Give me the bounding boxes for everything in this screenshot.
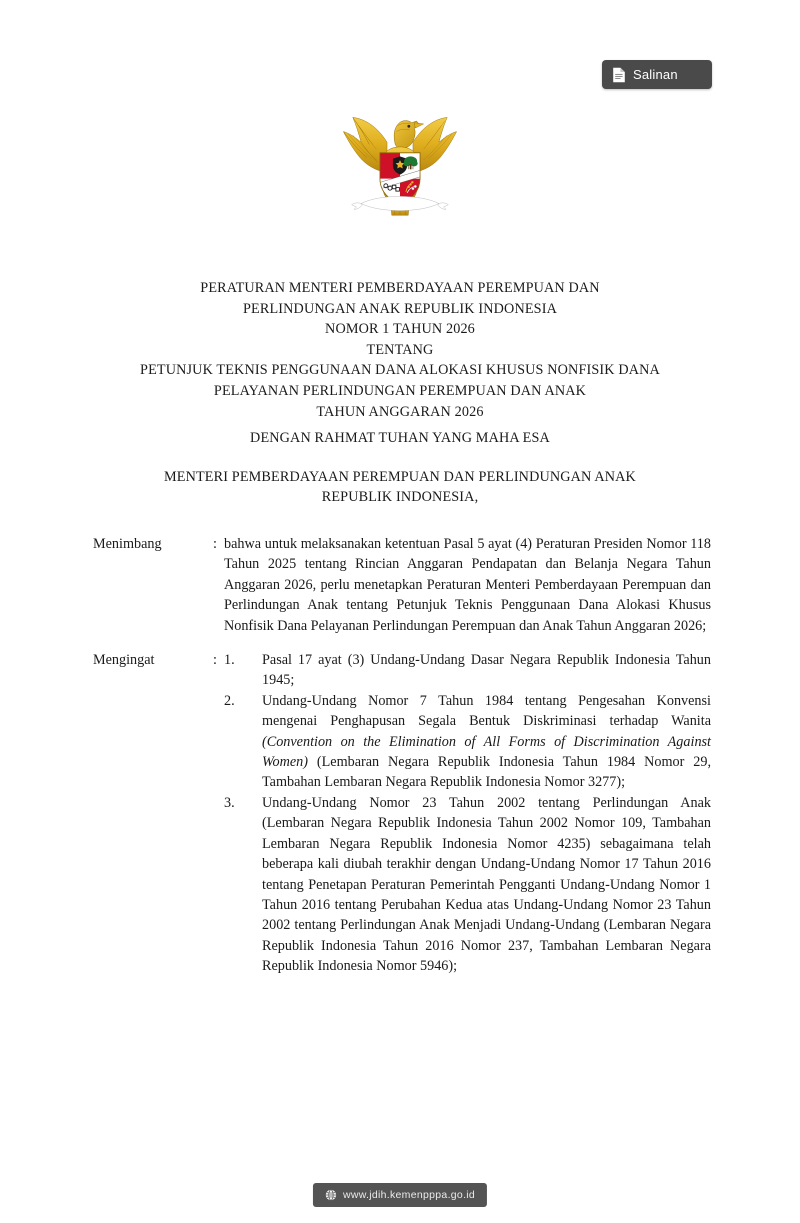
title-line-tentang: TENTANG <box>366 341 434 358</box>
title-line-6: PELAYANAN PERLINDUNGAN PEREMPUAN DAN ANAK <box>213 382 587 399</box>
list-item <box>224 691 711 793</box>
blessing-line: DENGAN RAHMAT TUHAN YANG MAHA ESA <box>250 430 550 446</box>
document-title-block <box>60 278 740 422</box>
list-item-marker: 2. <box>224 692 235 709</box>
clause-mengingat-colon: : <box>213 652 217 669</box>
title-line-5: PETUNJUK TEKNIS PENGGUNAAN DANA ALOKASI KHUSUS NONFISIK DANA <box>140 362 660 379</box>
clause-menimbang-label: Menimbang <box>93 536 162 552</box>
preamble-block <box>60 428 740 508</box>
garuda-emblem-graphic <box>341 108 459 220</box>
clause-menimbang-body <box>224 534 711 636</box>
title-line-1: PERATURAN MENTERI PEMBERDAYAAN PEREMPUAN DAN <box>200 280 600 296</box>
footer-url: www.jdih.kemenpppa.go.id <box>342 1188 476 1201</box>
clause-mengingat-label: Mengingat <box>93 652 155 669</box>
clause-menimbang <box>93 534 711 636</box>
mengingat-list <box>224 650 711 977</box>
globe-icon <box>325 1189 337 1201</box>
clause-mengingat <box>93 650 711 977</box>
list-item-text <box>262 691 711 793</box>
title-line-nomor: NOMOR 1 TAHUN 2026 <box>325 321 475 338</box>
salinan-badge-label: Salinan <box>633 67 678 82</box>
clauses-section <box>93 534 711 991</box>
list-item-text-italic: (Convention on the Elimination of All Forms of Discrimination Against Women) <box>262 733 711 771</box>
list-item-marker: 3. <box>224 794 235 811</box>
footer-watermark <box>313 1183 487 1207</box>
clause-mengingat-body <box>224 650 711 977</box>
authority-line-2: REPUBLIK INDONESIA, <box>321 489 479 506</box>
garuda-pancasila-emblem <box>0 108 800 220</box>
title-line-tahun-anggaran: TAHUN ANGGARAN 2026 <box>316 403 484 420</box>
list-item-text-after: (Lembaran Negara Republik Indonesia Tahun 1984 Nomor 29, Tambahan Lembaran Negara Republik Indonesia Nomor 3277); <box>262 754 711 791</box>
list-item <box>224 650 711 691</box>
list-item-text: Undang-Undang Nomor 23 Tahun 2002 tentang Perlindungan Anak (Lembaran Negara Republik Indonesia Tahun 2002 Nomor 109, Tambahan Lembaran Negara Republik Indonesia Nomor 4235) sebagaimana telah beberapa kali diubah terakhir dengan Undang-Undang Nomor 17 Tahun 2016 tentang Penetapan Peraturan Pemerintah Pengganti Undang-Undang Nomor 1 Tahun 2016 tentang Perubahan Kedua atas Undang-Undang Nomor 23 Tahun 2002 tentang Perlindungan Anak Menjadi Undang-Undang (Lembaran Negara Republik Indonesia Tahun 2016 Nomor 237, Tambahan Lembaran Negara Republik Indonesia Nomor 5946); <box>262 794 711 975</box>
clause-menimbang-colon: : <box>213 536 217 552</box>
list-item-marker: 1. <box>224 652 235 669</box>
preamble-spacer <box>60 449 740 467</box>
authority-line-1: MENTERI PEMBERDAYAAN PEREMPUAN DAN PERLINDUNGAN ANAK <box>164 468 636 485</box>
list-item-text-before: Undang-Undang Nomor 7 Tahun 1984 tentang Pengesahan Konvensi mengenai Penghapusan Segala Bentuk Diskriminasi terhadap Wanita <box>262 692 711 730</box>
list-item-text: Pasal 17 ayat (3) Undang-Undang Dasar Negara Republik Indonesia Tahun 1945; <box>262 652 711 689</box>
salinan-badge[interactable] <box>602 60 712 89</box>
document-icon <box>612 67 626 83</box>
list-item <box>224 793 711 977</box>
clause-menimbang-text: bahwa untuk melaksanakan ketentuan Pasal 5 ayat (4) Peraturan Presiden Nomor 118 Tahun 2025 tentang Rincian Anggaran Pendapatan dan Belanja Negara Tahun Anggaran 2026, perlu menetapkan Peraturan Menteri Pemberdayaan Perempuan dan Perlindungan Anak tentang Petunjuk Teknis Penggunaan Dana Alokasi Khusus Nonfisik Dana Pelayanan Perlindungan Perempuan dan Anak Tahun Anggaran 2026; <box>224 536 711 634</box>
title-line-2: PERLINDUNGAN ANAK REPUBLIK INDONESIA <box>243 300 557 317</box>
